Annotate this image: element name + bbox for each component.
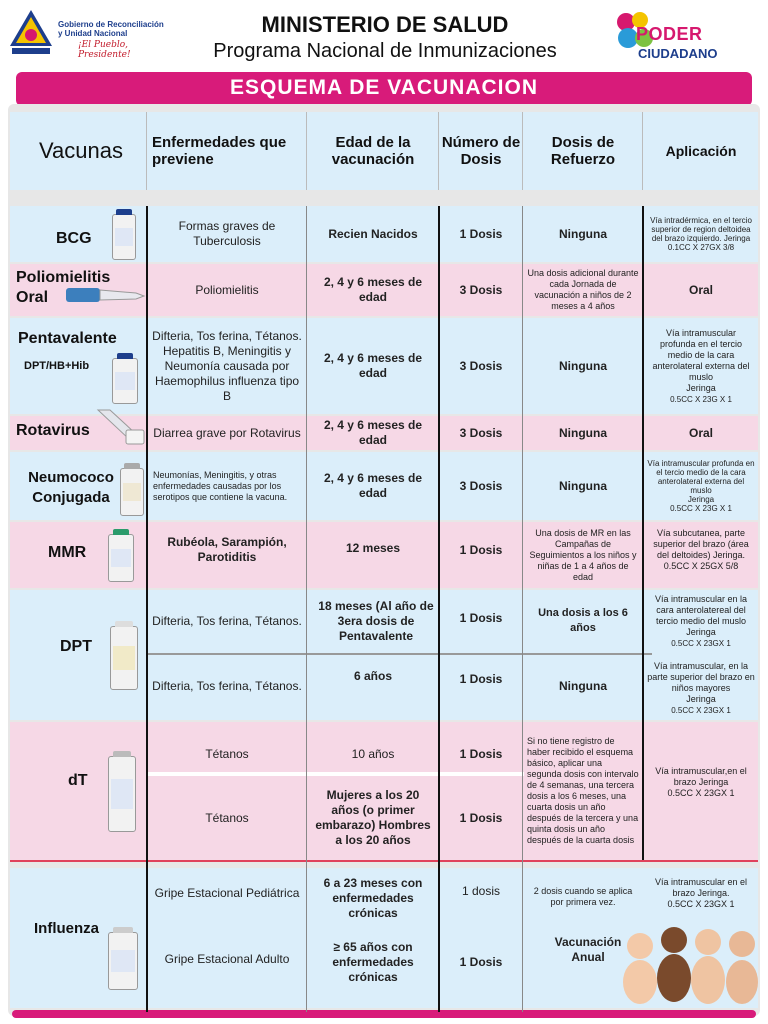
column-divider xyxy=(522,206,523,1012)
column-header-enfermedades: Enfermedades que previene xyxy=(152,134,287,168)
age-cell: 10 años xyxy=(351,746,395,761)
doses-cell: 1 Dosis xyxy=(459,610,503,625)
booster-cell: 2 dosis cuando se aplica por primera vez. xyxy=(533,886,633,907)
program-subtitle: Programa Nacional de Inmunizaciones xyxy=(213,40,557,62)
vaccine-row-mmr xyxy=(10,522,758,588)
disease-cell: Poliomielitis xyxy=(195,282,259,297)
header-divider xyxy=(642,112,643,190)
application-cell: Vía intradérmica, en el tercio superior de region deltoidea del brazo izquierdo. Jeringa 0.1CC X 27GX 3/8 xyxy=(650,216,752,252)
banner-title: ESQUEMA DE VACUNACION xyxy=(229,76,539,99)
disease-cell: Neumonías, Meningitis, y otras enfermedades causadas por los serotipos que contiene la vacuna. xyxy=(153,469,288,502)
oral-dropper-icon xyxy=(66,284,146,308)
booster-cell: Vacunación Anual xyxy=(554,935,622,964)
column-header-aplicacion: Aplicación xyxy=(665,143,737,159)
vaccine-name: Poliomielitis Oral xyxy=(16,269,111,306)
application-cell: Oral xyxy=(688,425,713,440)
age-cell: 2, 4 y 6 meses de edad xyxy=(323,351,423,380)
age-cell: 2, 4 y 6 meses de edad xyxy=(323,275,423,304)
doses-cell: 3 Dosis xyxy=(459,478,503,493)
booster-cell: Ninguna xyxy=(559,358,607,373)
booster-cell: Una dosis de MR en las Campañas de Seguimientos a los niños y niñas de 1 a 4 años de edad xyxy=(529,527,637,582)
vaccine-row-dt xyxy=(10,722,758,860)
vaccine-vial-icon xyxy=(112,358,138,404)
age-cell: 2, 4 y 6 meses de edad xyxy=(323,418,423,447)
row-divider xyxy=(148,653,652,655)
doses-cell: 1 Dosis xyxy=(459,226,503,241)
doses-cell: 3 Dosis xyxy=(459,282,503,297)
application-cell: Vía intramuscular, en la parte superior del brazo en niños mayores Jeringa 0.5CC X 23GX 1 xyxy=(647,660,755,715)
booster-cell: Si no tiene registro de haber recibido el esquema básico, aplicar una segunda dosis con intervalo de 4 semanas, una tercera dosis a los 6 meses, una cuarta dosis un año después de la tercera y una quinta dosis un año después de la cuarta dosis xyxy=(527,736,639,845)
vaccine-vial-icon xyxy=(108,756,136,832)
column-header-row xyxy=(10,112,758,190)
booster-cell: Ninguna xyxy=(559,425,607,440)
column-divider xyxy=(642,206,644,860)
government-emblem-icon xyxy=(8,8,54,62)
vaccine-vial-icon xyxy=(108,534,134,582)
disease-cell: Rubéola, Sarampión, Parotiditis xyxy=(167,535,287,564)
babies-illustration-icon xyxy=(618,920,760,1006)
government-name: Gobierno de Reconciliación y Unidad Nacional xyxy=(58,20,164,38)
booster-cell: Una dosis adicional durante cada Jornada de vacunación a niños de 2 meses a 4 años xyxy=(527,268,639,311)
age-cell: 6 años xyxy=(353,668,392,683)
booster-cell: Ninguna xyxy=(559,226,607,241)
disease-cell: Tétanos xyxy=(205,746,249,761)
vaccine-row-polio xyxy=(10,264,758,316)
vaccine-name: dT xyxy=(68,772,88,789)
vaccine-row-neumococo xyxy=(10,452,758,520)
disease-cell: Gripe Estacional Pediátrica xyxy=(154,885,300,900)
disease-cell: Difteria, Tos ferina, Tétanos. xyxy=(152,613,302,628)
column-divider xyxy=(438,206,440,1012)
application-cell: Vía intramuscular en el brazo Jeringa. 0.5CC X 23GX 1 xyxy=(654,876,748,909)
vaccine-row-pentavalente xyxy=(10,318,758,414)
age-cell: 2, 4 y 6 meses de edad xyxy=(323,471,423,500)
column-divider xyxy=(146,206,148,1012)
application-cell: Vía intramuscular,en el brazo Jeringa 0.5CC X 23GX 1 xyxy=(655,765,747,798)
page-header xyxy=(0,0,768,72)
doses-cell: 1 Dosis xyxy=(459,542,503,557)
doses-cell: 3 Dosis xyxy=(459,358,503,373)
vaccine-vial-icon xyxy=(108,932,138,990)
row-divider xyxy=(148,772,524,776)
age-cell: ≥ 65 años con enfermedades crónicas xyxy=(332,939,414,984)
vaccine-name: Influenza xyxy=(34,920,100,937)
vaccine-vial-icon xyxy=(110,626,138,690)
vaccine-vial-icon xyxy=(120,468,144,516)
header-divider xyxy=(146,112,147,190)
oral-applicator-icon xyxy=(96,408,148,448)
header-divider xyxy=(438,112,439,190)
vaccine-row-influenza xyxy=(10,868,758,1008)
column-header-vacunas: Vacunas xyxy=(39,138,123,163)
doses-cell: 3 Dosis xyxy=(459,425,503,440)
vaccine-row-dpt xyxy=(10,590,758,720)
age-cell: Recien Nacidos xyxy=(328,226,418,241)
age-cell: 6 a 23 meses con enfermedades crónicas xyxy=(323,875,423,920)
vaccine-name: Rotavirus xyxy=(16,422,90,439)
vaccine-row-bcg xyxy=(10,206,758,262)
frame-bottom-bar xyxy=(12,1010,756,1018)
government-slogan: ¡El Pueblo, Presidente! xyxy=(78,40,131,60)
vaccine-name: BCG xyxy=(56,230,92,247)
booster-cell: Ninguna xyxy=(559,678,607,693)
application-cell: Vía intramuscular en la cara anterolatereal del tercio medio del muslo Jeringa 0.5CC X 23GX 1 xyxy=(654,593,748,648)
application-cell: Vía intramuscular profunda en el tercio medio de la cara anterolateral externa del muslo Jeringa 0.5CC X 23G X 1 xyxy=(647,459,755,513)
vaccine-name: MMR xyxy=(48,544,87,561)
age-cell: Mujeres a los 20 años (o primer embarazo) Hombres a los 20 años xyxy=(315,788,431,847)
poder-ciudadano-logo: PODER CIUDADANO xyxy=(614,10,744,68)
vaccine-subname: DPT/HB+Hib xyxy=(24,360,90,372)
doses-cell: 1 Dosis xyxy=(459,671,503,686)
doses-cell: 1 Dosis xyxy=(459,746,503,761)
vaccine-vial-icon xyxy=(112,214,136,260)
vaccine-name: Pentavalente xyxy=(18,330,117,347)
column-divider xyxy=(306,206,307,1012)
column-header-edad: Edad de la vacunación xyxy=(331,134,415,168)
government-logo xyxy=(8,8,180,66)
application-cell: Vía subcutanea, parte superior del brazo (área del deltoides) Jeringa. 0.5CC X 25GX 5/8 xyxy=(653,528,749,571)
header-divider xyxy=(306,112,307,190)
booster-cell: Una dosis a los 6 años xyxy=(538,607,628,634)
disease-cell: Diarrea grave por Rotavirus xyxy=(153,425,301,440)
age-cell: 12 meses xyxy=(345,540,401,555)
disease-cell: Tétanos xyxy=(205,810,249,825)
application-cell: Vía intramuscular profunda en el tercio medio de la cara anterolateral externa del muslo Jeringa 0.5CC X 23G X 1 xyxy=(652,327,750,404)
booster-cell: Ninguna xyxy=(559,478,607,493)
schedule-banner xyxy=(16,72,752,106)
application-cell: Oral xyxy=(688,282,713,297)
doses-cell: 1 dosis xyxy=(461,883,501,898)
age-cell: 18 meses (Al año de 3era dosis de Pentavalente xyxy=(318,598,434,643)
doses-cell: 1 Dosis xyxy=(459,810,503,825)
disease-cell: Gripe Estacional Adulto xyxy=(164,951,290,966)
vaccine-name: Neumococo Conjugada xyxy=(28,469,114,506)
doses-cell: 1 Dosis xyxy=(459,954,503,969)
column-header-refuerzo: Dosis de Refuerzo xyxy=(550,134,616,168)
column-header-numero: Número de Dosis xyxy=(441,134,521,168)
disease-cell: Difteria, Tos ferina, Tétanos. Hepatitis B, Meningitis y Neumonía causada por Haemophilus influenza tipo B xyxy=(152,328,302,403)
vaccine-name: DPT xyxy=(60,638,92,655)
ministry-title: MINISTERIO DE SALUD xyxy=(261,12,509,37)
header-divider xyxy=(522,112,523,190)
disease-cell: Formas graves de Tuberculosis xyxy=(178,219,276,248)
disease-cell: Difteria, Tos ferina, Tétanos. xyxy=(152,678,302,693)
vaccine-row-rotavirus xyxy=(10,416,758,450)
section-divider xyxy=(10,860,758,862)
